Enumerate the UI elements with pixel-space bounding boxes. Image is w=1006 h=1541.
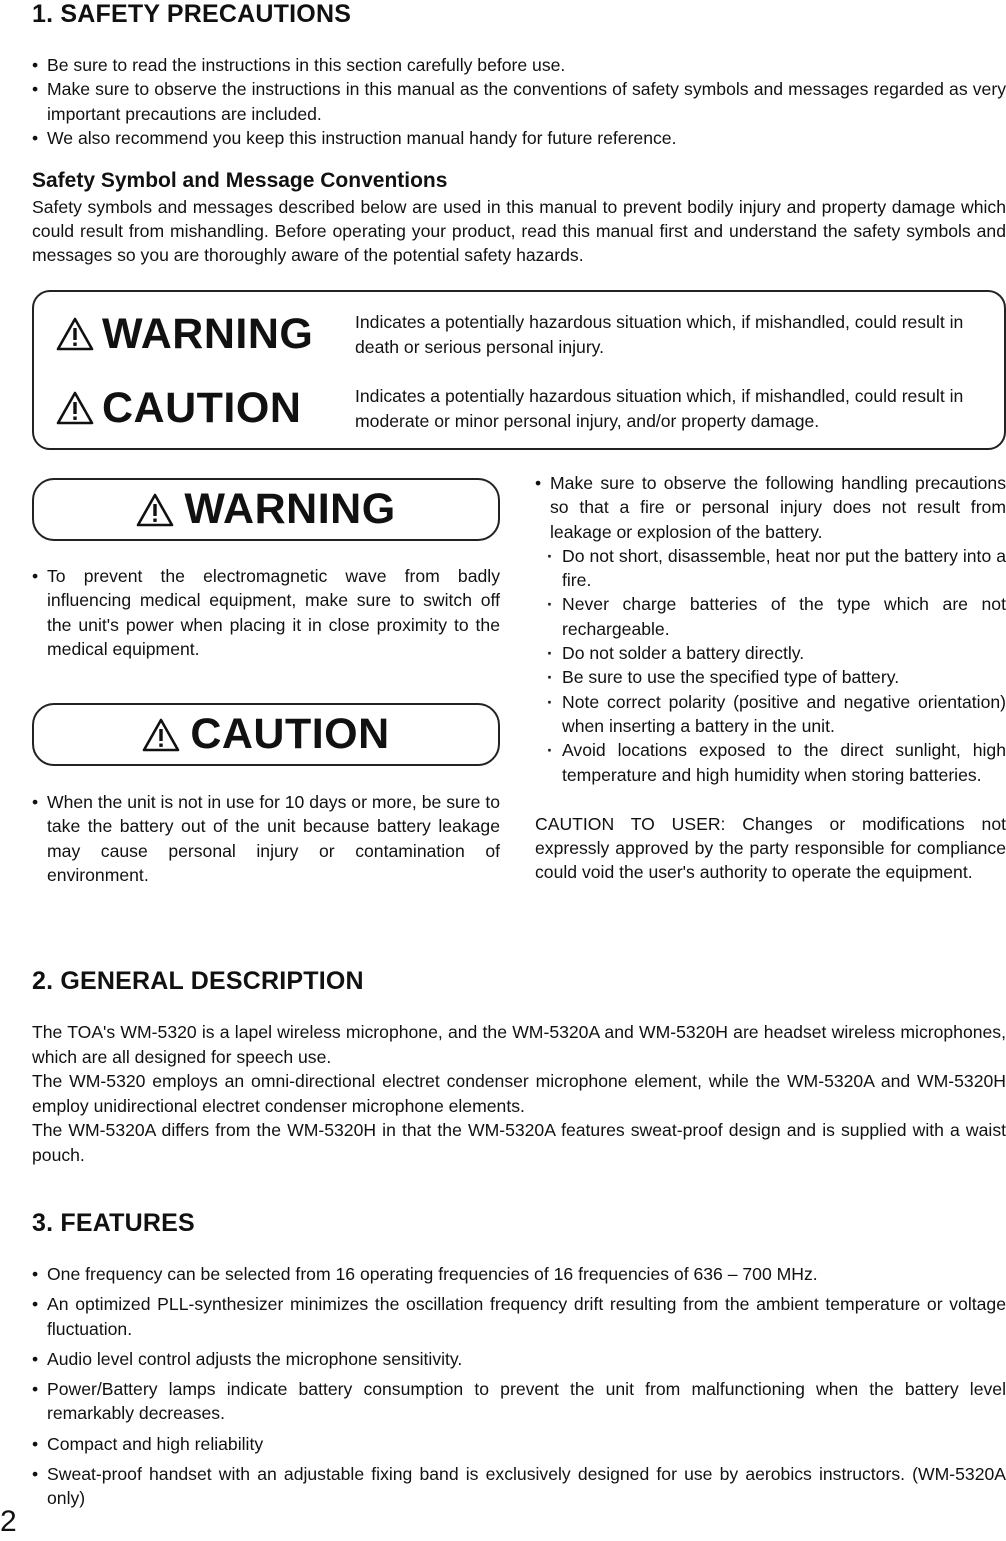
definition-term: CAUTION — [102, 383, 302, 432]
list-item: • Be sure to read the instructions in this section carefully before use. — [32, 53, 1006, 77]
page-number: 2 — [0, 1505, 17, 1538]
warning-bullets — [32, 564, 500, 661]
features-list — [32, 1262, 1006, 1517]
caution-bullets — [32, 790, 500, 887]
section-1-heading: 1. SAFETY PRECAUTIONS — [32, 0, 352, 28]
general-description — [32, 1020, 1006, 1167]
paragraph: The WM-5320A differs from the WM-5320H in that the WM-5320A features sweat-proof design and is supplied with a waist pouch. — [32, 1120, 1006, 1165]
list-item: • We also recommend you keep this instruction manual handy for future reference. — [32, 126, 1006, 150]
list-item: · Never charge batteries of the type which are not rechargeable. — [535, 592, 1006, 641]
battery-handling-column — [535, 471, 1006, 885]
warning-triangle-icon — [56, 391, 94, 425]
definition-term: WARNING — [102, 309, 314, 358]
warning-label: WARNING — [184, 485, 396, 533]
definition-warning — [34, 304, 1004, 364]
list-item: • One frequency can be selected from 16 operating frequencies of 16 frequencies of 636 – 700 MHz. — [32, 1262, 1006, 1286]
conventions-subheading: Safety Symbol and Message Conventions — [32, 169, 448, 192]
list-item: • Make sure to observe the instructions in this manual as the conventions of safety symbols and messages regarded as very important precautions are included. — [32, 77, 1006, 126]
paragraph: The TOA's WM-5320 is a lapel wireless microphone, and the WM-5320A and WM-5320H are headset wireless microphones, which are all designed for speech use. — [32, 1022, 1006, 1067]
list-item: · Note correct polarity (positive and negative orientation) when inserting a battery in the unit. — [535, 690, 1006, 739]
caution-label: CAUTION — [190, 710, 390, 758]
list-item: • Compact and high reliability — [32, 1432, 1006, 1456]
paragraph: The WM-5320 employs an omni-directional electret condenser microphone element, while the WM-5320A and WM-5320H employ unidirectional electret condenser microphone elements. — [32, 1071, 1006, 1116]
list-item: · Do not solder a battery directly. — [535, 641, 1006, 665]
definition-text: Indicates a potentially hazardous situation which, if mishandled, could result in death or serious personal injury. — [355, 312, 964, 357]
warning-triangle-icon — [142, 718, 180, 752]
definition-caution — [34, 378, 1004, 438]
handling-sub-list — [535, 544, 1006, 787]
list-item: • Sweat-proof handset with an adjustable fixing band is exclusively designed for use by aerobics instructors. (WM-5320A only) — [32, 1462, 1006, 1511]
conventions-intro: Safety symbols and messages described below are used in this manual to prevent bodily injury and property damage which could result from mishandling. Before operating your product, read this manual first and understand the safety symbols and messages so you are thoroughly aware of the potential safety hazards. — [32, 197, 1006, 265]
definition-text: Indicates a potentially hazardous situation which, if mishandled, could result in moderate or minor personal injury, and/or property damage. — [355, 386, 964, 431]
warning-triangle-icon — [136, 493, 174, 527]
section-1-bullets — [32, 53, 1006, 150]
list-item — [535, 471, 1006, 787]
section-2-heading: 2. GENERAL DESCRIPTION — [32, 967, 364, 995]
caution-banner — [32, 703, 500, 766]
list-item: • Power/Battery lamps indicate battery consumption to prevent the unit from malfunctioning when the battery level remarkably decreases. — [32, 1377, 1006, 1426]
list-item: • When the unit is not in use for 10 days or more, be sure to take the battery out of the unit because battery leakage may cause personal injury or contamination of environment. — [32, 790, 500, 887]
list-item: · Avoid locations exposed to the direct sunlight, high temperature and high humidity when storing batteries. — [535, 738, 1006, 787]
fcc-caution-note: CAUTION TO USER: Changes or modifications not expressly approved by the party responsible for compliance could void the user's authority to operate the equipment. — [535, 813, 1006, 883]
warning-triangle-icon — [56, 317, 94, 351]
battery-handling-list — [535, 471, 1006, 787]
list-item: • To prevent the electromagnetic wave from badly influencing medical equipment, make sure to switch off the unit's power when placing it in close proximity to the medical equipment. — [32, 564, 500, 661]
warning-banner — [32, 478, 500, 541]
list-item: • An optimized PLL-synthesizer minimizes the oscillation frequency drift resulting from the ambient temperature or voltage fluctuation. — [32, 1292, 1006, 1341]
section-3-heading: 3. FEATURES — [32, 1209, 195, 1237]
handling-lead: Make sure to observe the following handling precautions so that a fire or personal injury does not result from leakage or explosion of the battery. — [550, 473, 1006, 542]
list-item: · Be sure to use the specified type of battery. — [535, 665, 1006, 689]
list-item: · Do not short, disassemble, heat nor put the battery into a fire. — [535, 544, 1006, 593]
symbol-definitions-box — [32, 290, 1006, 450]
list-item: • Audio level control adjusts the microphone sensitivity. — [32, 1347, 1006, 1371]
